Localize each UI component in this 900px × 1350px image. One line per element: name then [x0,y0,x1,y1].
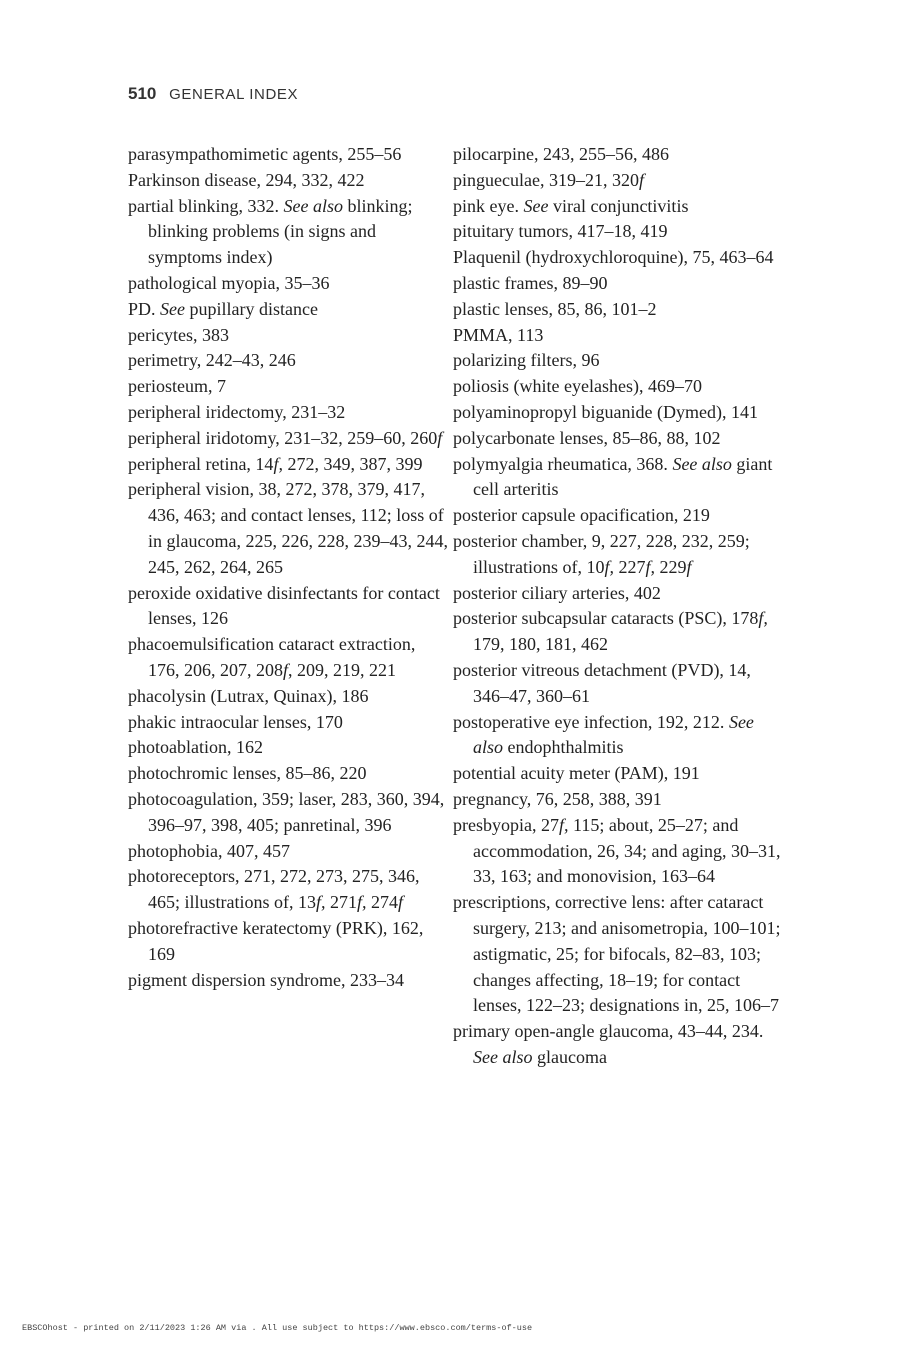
index-entry-text: pathological myopia, 35–36 [128,272,330,293]
index-entry-text: 115; about, 25–27; and accommodation, 26, 34; and aging, 30–31, 33, 163; and monovision, 163–64 [473,814,781,887]
index-entry-italic: f, [558,814,569,835]
index-entry-text: photoablation, 162 [128,737,263,758]
index-entry-text: pigment dispersion syndrome, 233–34 [128,969,404,990]
index-entry-text: posterior capsule opacification, 219 [453,505,710,526]
index-entry-italic: See [523,195,549,216]
index-entry-text: polyaminopropyl biguanide (Dymed), 141 [453,401,758,422]
index-entry-text: 227 [614,556,646,577]
index-entry-text: potential acuity meter (PAM), 191 [453,763,700,784]
index-entry-italic: f [398,892,404,913]
index-entry [128,735,448,761]
index-entry-text: 272, 349, 387, 399 [282,453,423,474]
index-entry [453,658,783,710]
index-entry [453,142,783,168]
index-entry [128,968,448,994]
index-entry-italic: See also [473,711,754,758]
running-header [128,84,298,104]
index-entry-text: photoreceptors, 271, 272, 273, 275, 346, 465; illustrations of, 13 [128,866,420,913]
index-entry-italic: f, [273,453,283,474]
index-entry [128,323,448,349]
index-entry-italic: f [283,659,289,680]
index-entry [128,787,448,839]
index-entry-text: posterior vitreous detachment (PVD), 14, 346–47, 360–61 [453,659,751,706]
index-entry-text: Parkinson disease, 294, 332, 422 [128,169,365,190]
index-entry [453,1019,783,1071]
index-entry-text: viral conjunctivitis [548,195,689,216]
index-entry-text: periosteum, 7 [128,376,226,397]
index-entry [453,245,783,271]
index-entry-text: phakic intraocular lenses, 170 [128,711,343,732]
index-entry-text: peripheral vision, 38, 272, 378, 379, 417, 436, 463; and contact lenses, 112; loss of in glaucoma, 225, 226, 228, 239–43, 244, 245, 262, 264, 265 [128,479,448,577]
index-column-right [453,142,783,1071]
index-entry [453,787,783,813]
index-entry-text: posterior ciliary arteries, 402 [453,582,661,603]
index-entry-italic: f, [645,556,656,577]
index-entry-text: postoperative eye infection, 192, 212. [453,711,729,732]
index-entry [128,194,448,271]
index-entry [453,323,783,349]
index-entry-text: giant cell arteritis [473,453,773,500]
index-entry-text: plastic frames, 89–90 [453,272,608,293]
index-entry-italic: See also [672,453,732,474]
index-entry [453,813,783,890]
index-entry [453,194,783,220]
index-entry-italic: See also [473,1046,533,1067]
index-entry-italic: See also [283,195,343,216]
index-entry [453,400,783,426]
index-entry-text: Plaquenil (hydroxychloroquine), 75, 463–64 [453,247,774,268]
index-entry-text: glaucoma [532,1046,607,1067]
index-entry-text: prescriptions, corrective lens: after cataract surgery, 213; and anisometropia, 100–101; astigmatic, 25; for bifocals, 82–83, 103; changes affecting, 18–19; for contact lenses, 122–23; designations in, 25, 106–7 [453,892,781,1016]
index-entry-text: poliosis (white eyelashes), 469–70 [453,376,702,397]
index-entry-text: 271 [325,892,358,913]
index-entry [128,916,448,968]
index-entry-text: pregnancy, 76, 258, 388, 391 [453,788,662,809]
index-entry-text: peripheral iridectomy, 231–32 [128,401,346,422]
index-entry [128,426,448,452]
index-entry [128,684,448,710]
index-entry [128,632,448,684]
index-entry [453,297,783,323]
index-entry [453,374,783,400]
index-entry [453,581,783,607]
index-entry-text: primary open-angle glaucoma, 43–44, 234. [453,1021,764,1042]
index-entry [453,606,783,658]
index-column-left [128,142,448,993]
index-entry [128,271,448,297]
index-entry-text: peripheral retina, 14 [128,453,274,474]
index-entry [453,503,783,529]
page-number: 510 [128,84,157,103]
index-entry [453,426,783,452]
index-entry-text: photorefractive keratectomy (PRK), 162, 169 [128,917,424,964]
index-entry-italic: f [437,427,443,448]
index-entry-text: pingueculae, 319–21, 320 [453,169,639,190]
index-entry [128,864,448,916]
index-entry [128,761,448,787]
index-entry [128,297,448,323]
index-entry-text: polymyalgia rheumatica, 368. [453,453,673,474]
index-entry [128,168,448,194]
index-entry-italic: f, [316,892,326,913]
index-entry [453,452,783,504]
index-entry-text: PD. [128,298,161,319]
index-entry-text: 229 [655,556,687,577]
index-entry [453,271,783,297]
index-entry-text: phacoemulsification cataract extraction, 176, 206, 207, 208 [128,634,416,680]
index-entry [453,761,783,787]
index-entry-text: endophthalmitis [503,737,624,758]
index-entry-text: parasympathomimetic agents, 255–56 [128,144,402,164]
index-entry-text: posterior chamber, 9, 227, 228, 232, 259; illustrations of, 10 [453,530,750,577]
index-entry-text: presbyopia, 27 [453,814,559,835]
index-entry-italic: f [686,556,692,577]
index-entry-italic: See [160,298,185,319]
index-entry-text: 179, 180, 181, 462 [473,634,608,655]
index-entry [453,168,783,194]
index-entry-text: polarizing filters, 96 [453,350,600,371]
index-entry [453,219,783,245]
index-entry-text: photocoagulation, 359; laser, 283, 360, 394, 396–97, 398, 405; panretinal, 396 [128,788,445,835]
index-entry [128,374,448,400]
index-entry [453,529,783,581]
index-entry-text: photophobia, 407, 457 [128,840,290,861]
index-entry-text: PMMA, 113 [453,324,544,345]
print-footer: EBSCOhost - printed on 2/11/2023 1:26 AM via . All use subject to https://www.ebsco.com/terms-of-use [22,1323,533,1333]
index-entry-text: 274 [366,892,399,913]
index-entry-text: plastic lenses, 85, 86, 101–2 [453,298,657,319]
index-entry-text: pilocarpine, 243, 255–56, 486 [453,144,669,164]
index-entry-italic: f, [758,608,768,629]
index-entry-text: posterior subcapsular cataracts (PSC), 178 [453,608,759,629]
index-entry [128,348,448,374]
index-entry [128,142,448,168]
index-entry-text: phacolysin (Lutrax, Quinax), 186 [128,685,369,706]
index-entry [128,710,448,736]
index-entry-text: photochromic lenses, 85–86, 220 [128,763,367,784]
index-entry [128,581,448,633]
index-entry-text: pericytes, 383 [128,324,229,345]
index-entry-text: pituitary tumors, 417–18, 419 [453,221,668,242]
index-entry [128,839,448,865]
index-entry-text: , 209, 219, 221 [288,659,397,680]
index-entry [453,890,783,1019]
index-entry-text: polycarbonate lenses, 85–86, 88, 102 [453,427,721,448]
index-entry-text: blinking; blinking problems (in signs and symptoms index) [148,195,413,268]
index-entry [128,452,448,478]
index-entry-text: partial blinking, 332. [128,195,284,216]
index-entry-italic: f, [604,556,615,577]
index-entry [128,400,448,426]
page-title: GENERAL INDEX [169,86,299,103]
index-entry [453,710,783,762]
index-entry-text: pink eye. [453,195,524,216]
index-entry-text: peripheral iridotomy, 231–32, 259–60, 260 [128,427,438,448]
index-entry-italic: f, [357,892,367,913]
index-entry [128,477,448,580]
index-entry-text: peroxide oxidative disinfectants for contact lenses, 126 [128,582,440,629]
index-entry-text: perimetry, 242–43, 246 [128,350,296,371]
index-entry [453,348,783,374]
index-entry-italic: f [638,169,644,190]
index-entry-text: pupillary distance [185,298,318,319]
